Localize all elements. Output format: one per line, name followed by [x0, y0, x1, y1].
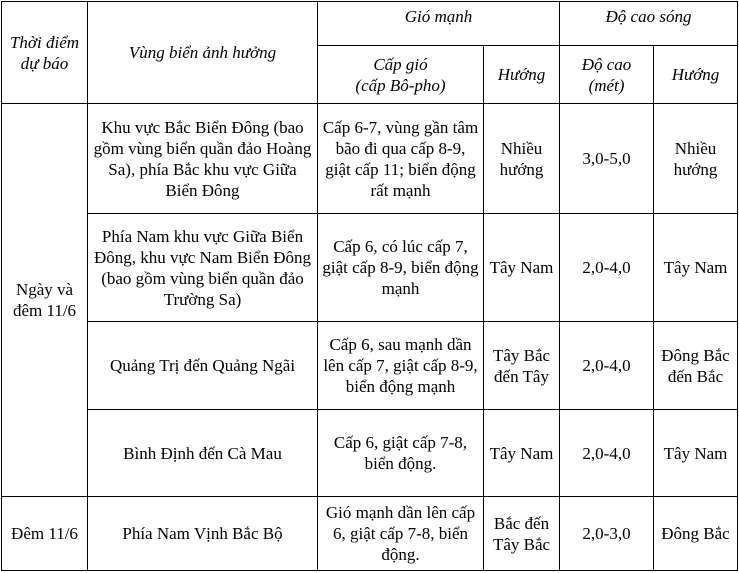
wind-direction-cell: Bắc đến Tây Bắc — [484, 497, 560, 571]
wave-direction-header: Hướng — [654, 46, 738, 104]
wind-level-cell: Cấp 6, có lúc cấp 7, giật cấp 8-9, biển động mạnh — [318, 214, 484, 322]
forecast-time-cell: Ngày và đêm 11/6 — [2, 104, 88, 497]
region-cell: Phía Nam khu vực Giữa Biển Đông, khu vực Nam Biển Đông (bao gồm vùng biển quần đảo Trường Sa) — [88, 214, 318, 322]
forecast-time-cell: Đêm 11/6 — [2, 497, 88, 571]
table-row — [2, 497, 738, 571]
wave-height-header — [560, 46, 654, 104]
wind-level-cell: Cấp 6-7, vùng gần tâm bão đi qua cấp 8-9, giật cấp 11; biển động rất mạnh — [318, 104, 484, 214]
wave-direction-cell: Tây Nam — [654, 214, 738, 322]
table-row — [2, 104, 738, 214]
region-cell: Khu vực Bắc Biển Đông (bao gồm vùng biển quần đảo Hoàng Sa), phía Bắc khu vực Giữa Biển Đông — [88, 104, 318, 214]
wave-direction-cell: Đông Bắc đến Bắc — [654, 322, 738, 410]
region-column-header: Vùng biển ảnh hưởng — [88, 2, 318, 104]
wind-level-header — [318, 46, 484, 104]
time-column-header: Thời điểm dự báo — [2, 2, 88, 104]
table-row — [2, 322, 738, 410]
wind-level-cell: Cấp 6, sau mạnh dần lên cấp 7, giật cấp 8-9, biển động mạnh — [318, 322, 484, 410]
wave-direction-cell: Nhiều hướng — [654, 104, 738, 214]
wind-level-cell: Cấp 6, giật cấp 7-8, biển động. — [318, 410, 484, 497]
region-cell: Quảng Trị đến Quảng Ngãi — [88, 322, 318, 410]
region-cell: Bình Định đến Cà Mau — [88, 410, 318, 497]
wave-height-cell: 2,0-3,0 — [560, 497, 654, 571]
wave-height-cell: 2,0-4,0 — [560, 322, 654, 410]
wind-level-cell: Gió mạnh dần lên cấp 6, giật cấp 7-8, biển động. — [318, 497, 484, 571]
forecast-table — [1, 1, 738, 571]
wave-height-cell: 2,0-4,0 — [560, 410, 654, 497]
header-row-top — [2, 2, 738, 46]
table-row — [2, 214, 738, 322]
wind-direction-header: Hướng — [484, 46, 560, 104]
wind-direction-cell: Tây Nam — [484, 410, 560, 497]
wind-direction-cell: Tây Nam — [484, 214, 560, 322]
wind-direction-cell: Tây Bắc đến Tây — [484, 322, 560, 410]
wind-group-header: Gió mạnh — [318, 2, 560, 46]
wind-level-label: Cấp gió — [373, 54, 428, 74]
wind-level-unit: (cấp Bô-pho) — [355, 75, 446, 95]
wind-direction-cell: Nhiều hướng — [484, 104, 560, 214]
wave-group-header: Độ cao sóng — [560, 2, 738, 46]
wave-direction-cell: Tây Nam — [654, 410, 738, 497]
region-cell: Phía Nam Vịnh Bắc Bộ — [88, 497, 318, 571]
wave-height-unit: (mét) — [588, 75, 625, 95]
wave-height-cell: 2,0-4,0 — [560, 214, 654, 322]
table-row — [2, 410, 738, 497]
wave-height-label: Độ cao — [581, 54, 632, 74]
wave-height-cell: 3,0-5,0 — [560, 104, 654, 214]
wave-direction-cell: Đông Bắc — [654, 497, 738, 571]
